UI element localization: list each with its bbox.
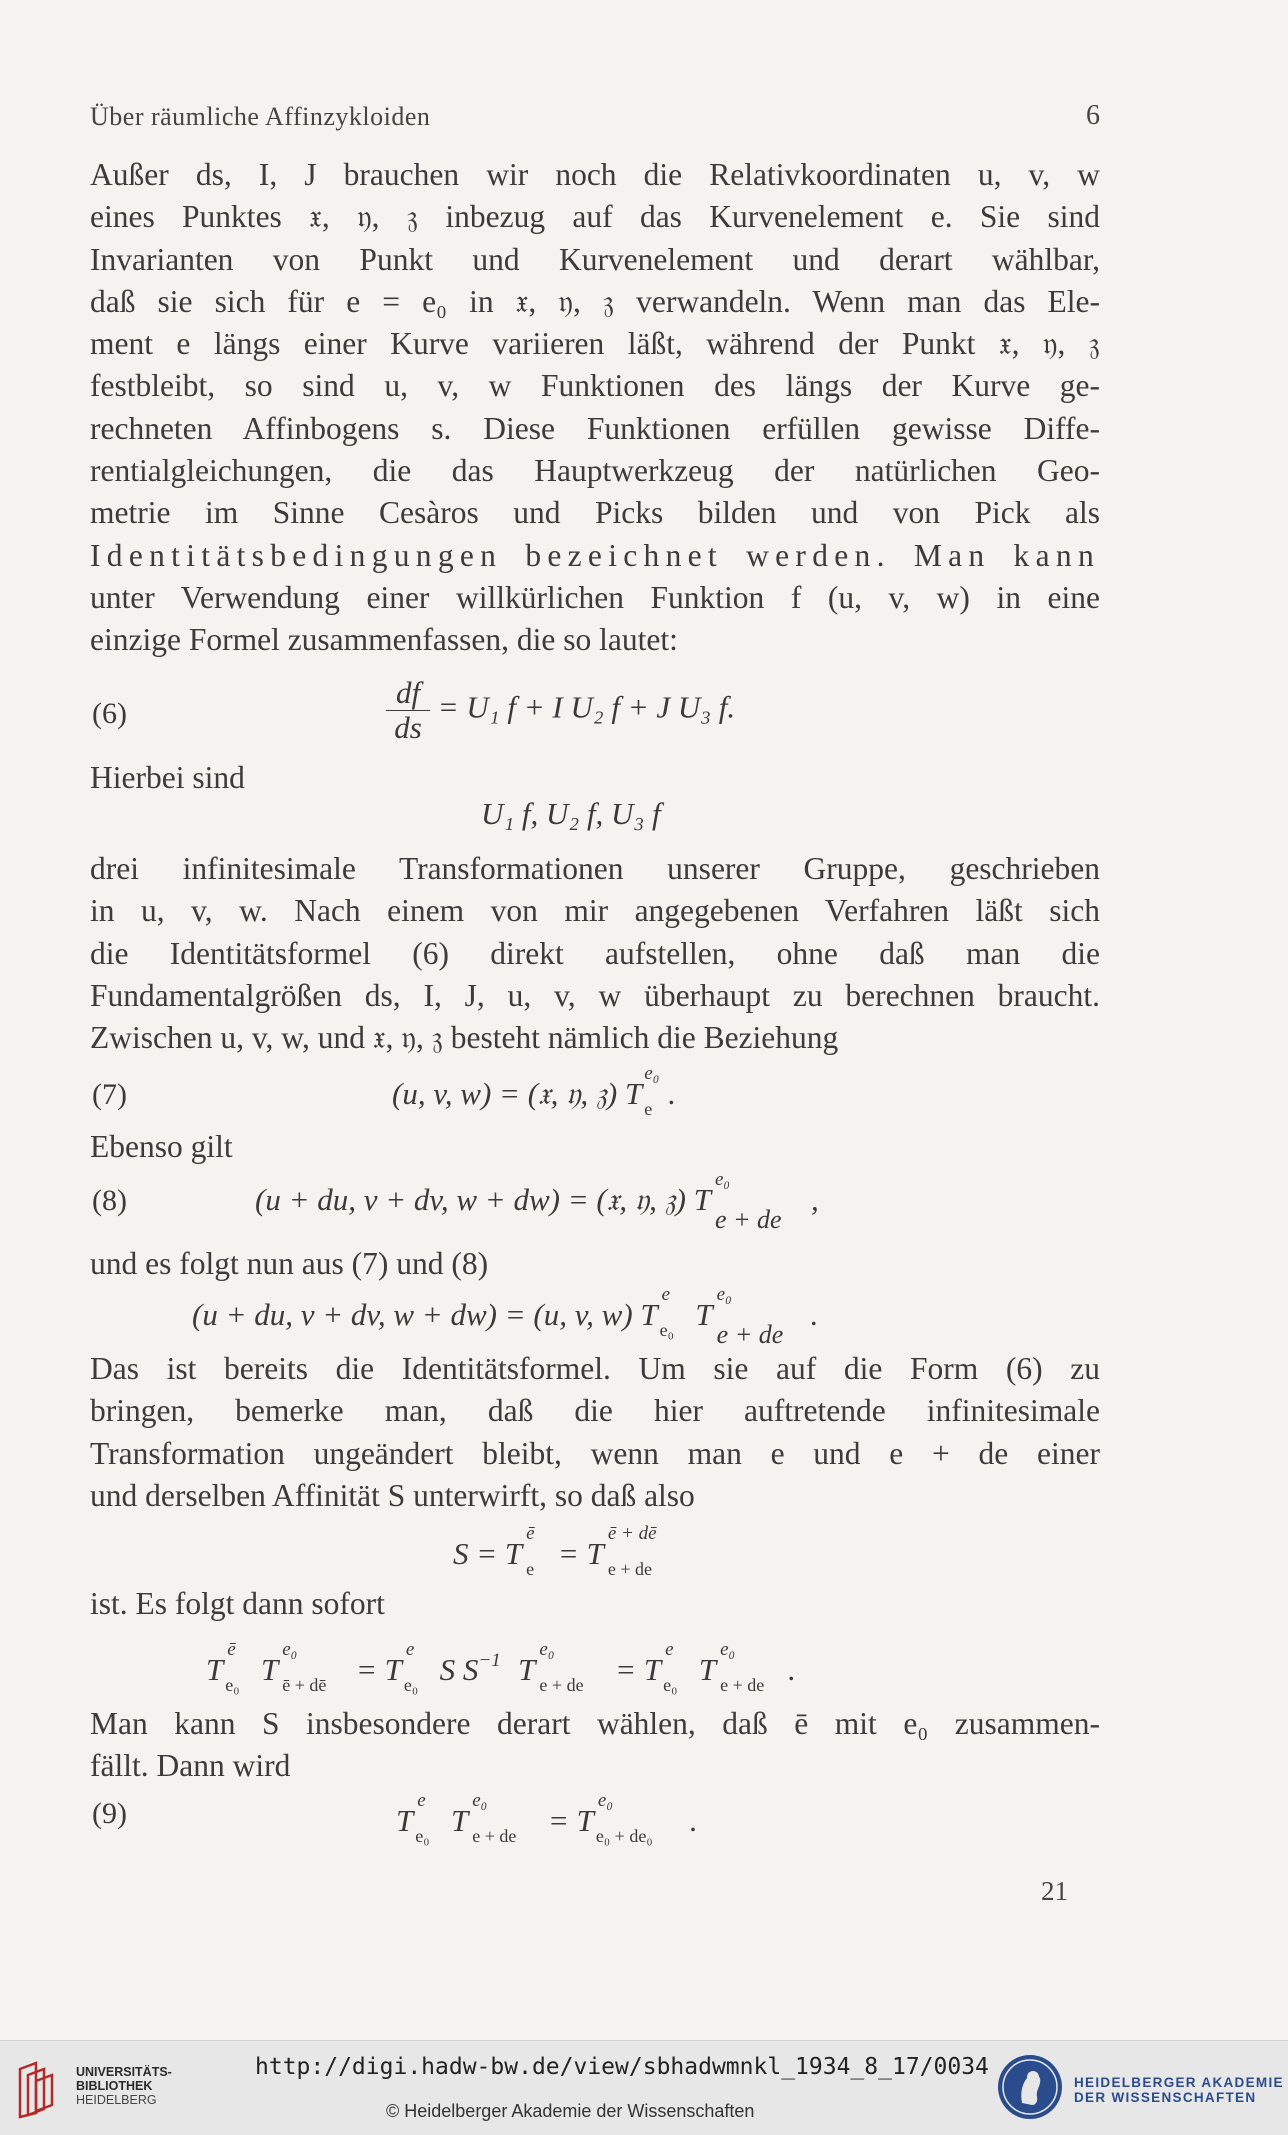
library-line: UNIVERSITÄTS- bbox=[76, 2065, 172, 2079]
text-line: Ebenso gilt bbox=[90, 1129, 233, 1164]
equation-9-label: (9) bbox=[92, 1797, 127, 1830]
eqt-sup: e₀ bbox=[282, 1638, 298, 1660]
ebenso-line bbox=[90, 1126, 1100, 1168]
eq9-sub: e₀ bbox=[415, 1825, 430, 1846]
equation-combined bbox=[192, 1283, 819, 1349]
hierbei-line bbox=[90, 757, 1100, 799]
eq8-subscript: e + de bbox=[714, 1204, 782, 1234]
text-line: Invarianten von Punkt und Kurvenelement und derart wählbar, bbox=[90, 241, 1100, 277]
eqc-lhs: (u + du, v + dv, w + dw) = (u, v, w) T bbox=[192, 1297, 658, 1332]
academy-line: DER WISSENSCHAFTEN bbox=[1074, 2090, 1257, 2105]
eqc-mid: T bbox=[687, 1297, 713, 1332]
eq6-rhs: = U₁ f + I U₂ f + J U₃ f. bbox=[437, 689, 736, 725]
eqs-superscript-1: ē bbox=[526, 1522, 535, 1544]
paragraph-2 bbox=[90, 848, 1100, 1059]
eqt-sub: e₀ bbox=[403, 1674, 419, 1695]
eqt-sub: e + de bbox=[539, 1674, 584, 1695]
eqt-part: T bbox=[691, 1652, 717, 1687]
equation-9 bbox=[396, 1789, 698, 1846]
text-line: Fundamentalgrößen ds, I, J, u, v, w überhaupt zu berechnen braucht. bbox=[90, 977, 1100, 1013]
operators-formula: U₁ f, U₂ f, U₃ f bbox=[481, 796, 661, 831]
eqs-lhs: S = T bbox=[453, 1536, 523, 1571]
equation-T bbox=[206, 1638, 796, 1695]
eq9-sup: e₀ bbox=[472, 1789, 488, 1811]
text-line: die Identitätsformel (6) direkt aufstellen, ohne daß man die bbox=[90, 935, 1100, 971]
eqt-sup: −1 bbox=[478, 1650, 501, 1671]
eqt-sup: e₀ bbox=[720, 1638, 736, 1660]
eqc-subscript-1: e₀ bbox=[659, 1319, 674, 1340]
eq7-tail: . bbox=[668, 1076, 677, 1111]
eqs-subscript-1: e bbox=[526, 1558, 535, 1579]
text-line: daß sie sich für e = e₀ in 𝔵, 𝔶, 𝔷 verwandeln. Wenn man das Ele- bbox=[90, 283, 1100, 319]
text-line: Transformation ungeändert bleibt, wenn man e und e + de einer bbox=[90, 1435, 1100, 1471]
eqt-part: . bbox=[788, 1652, 796, 1687]
permalink-url[interactable]: http://digi.hadw-bw.de/view/sbhadwmnkl_1934_8_17/0034 bbox=[255, 2054, 989, 2080]
paragraph-1 bbox=[90, 154, 1100, 662]
copyright-notice: © Heidelberger Akademie der Wissenschaften bbox=[386, 2101, 755, 2121]
library-line: BIBLIOTHEK bbox=[76, 2079, 153, 2093]
eq7-subscript: e bbox=[644, 1098, 653, 1119]
eq8-superscript: e₀ bbox=[714, 1168, 730, 1190]
eq9-part: . bbox=[689, 1803, 698, 1838]
equation-7-label: (7) bbox=[92, 1078, 127, 1111]
university-library-name bbox=[76, 2065, 172, 2107]
text-line: Man kann S insbesondere derart wählen, daß ē mit e₀ zusammen- bbox=[90, 1706, 1100, 1741]
text-line: Das ist bereits die Identitätsformel. Um sie auf die Form (6) zu bbox=[90, 1351, 1100, 1386]
equation-6-label: (6) bbox=[92, 697, 127, 730]
running-header-title: Über räumliche Affinzykloiden bbox=[90, 102, 431, 131]
eqt-part: T bbox=[510, 1652, 536, 1687]
eq9-part: T bbox=[396, 1803, 414, 1838]
paragraph-3 bbox=[90, 1348, 1100, 1517]
eqt-part: = T bbox=[348, 1652, 402, 1687]
eqt-sub: e₀ bbox=[663, 1674, 678, 1695]
viewer-footer bbox=[0, 2040, 1288, 2135]
text-line: fällt. Dann wird bbox=[90, 1748, 291, 1784]
eqt-sup: e bbox=[665, 1638, 674, 1660]
eq7-superscript: e₀ bbox=[644, 1062, 660, 1084]
eqs-superscript-2: ē + dē bbox=[607, 1522, 657, 1544]
eqt-sub: e + de bbox=[720, 1674, 765, 1695]
eqt-sup: e₀ bbox=[539, 1638, 555, 1660]
text-line: ist. Es folgt dann sofort bbox=[90, 1586, 385, 1621]
eq9-sup: e₀ bbox=[597, 1789, 613, 1811]
eqs-mid: = T bbox=[550, 1536, 604, 1571]
text-line: drei infinitesimale Transformationen unserer Gruppe, geschrieben bbox=[90, 851, 1100, 886]
ist-line bbox=[90, 1583, 1100, 1625]
eq7-lhs: (u, v, w) = (𝔵, 𝔶, 𝔷) T bbox=[392, 1076, 643, 1111]
equation-S bbox=[453, 1522, 688, 1579]
eqt-sup: e bbox=[405, 1638, 415, 1660]
academy-name bbox=[1074, 2075, 1284, 2105]
text-line: ment e längs einer Kurve variieren läßt, während der Punkt 𝔵, 𝔶, 𝔷 bbox=[90, 326, 1100, 362]
eqt-part: S S bbox=[431, 1652, 479, 1687]
eqt-part: T bbox=[253, 1652, 279, 1687]
footer-page-number: 21 bbox=[1041, 1876, 1068, 1906]
eqt-part: T bbox=[206, 1652, 224, 1687]
eqt-sub: e₀ bbox=[225, 1674, 240, 1695]
eq8-lhs: (u + du, v + dv, w + dw) = (𝔵, 𝔶, 𝔷) T bbox=[255, 1182, 711, 1217]
equation-8 bbox=[255, 1168, 819, 1234]
folgt-line bbox=[90, 1243, 1100, 1285]
eq9-part: T bbox=[443, 1803, 469, 1838]
eq8-tail: , bbox=[810, 1182, 819, 1217]
eqs-subscript-2: e + de bbox=[607, 1558, 652, 1579]
text-line: metrie im Sinne Cesàros und Picks bilden und von Pick als bbox=[90, 495, 1100, 531]
text-line: in u, v, w. Nach einem von mir angegebenen Verfahren läßt sich bbox=[90, 893, 1100, 929]
eqt-sub: ē + dē bbox=[282, 1674, 327, 1695]
text-line: rechneten Affinbogens s. Diese Funktionen erfüllen gewisse Diffe- bbox=[90, 410, 1100, 446]
eq9-part: = T bbox=[540, 1803, 594, 1838]
eqc-tail: . bbox=[810, 1297, 819, 1332]
equation-8-label: (8) bbox=[92, 1184, 127, 1217]
text-line: einzige Formel zusammenfassen, die so lautet: bbox=[90, 622, 678, 658]
academy-line: HEIDELBERGER AKADEMIE bbox=[1074, 2075, 1284, 2090]
text-line: eines Punktes 𝔵, 𝔶, 𝔷 inbezug auf das Kurvenelement e. Sie sind bbox=[90, 199, 1100, 235]
eqt-sup: ē bbox=[227, 1638, 236, 1660]
text-line: und es folgt nun aus (7) und (8) bbox=[90, 1246, 489, 1281]
eq6-denominator: ds bbox=[394, 710, 422, 745]
text-line: Zwischen u, v, w, und 𝔵, 𝔶, 𝔷 besteht nämlich die Beziehung bbox=[90, 1020, 839, 1056]
text-line: bringen, bemerke man, daß die hier auftretende infinitesimale bbox=[90, 1393, 1100, 1429]
text-line: festbleibt, so sind u, v, w Funktionen des längs der Kurve ge- bbox=[90, 368, 1100, 404]
eq9-sub: e + de bbox=[472, 1825, 517, 1846]
eq6-numerator: df bbox=[386, 676, 430, 711]
eqc-superscript-2: e₀ bbox=[716, 1283, 732, 1305]
text-line: unter Verwendung einer willkürlichen Funktion f (u, v, w) in eine bbox=[90, 579, 1100, 615]
text-line: Identitätsbedingungen bezeichnet werden. Man kann bbox=[90, 537, 1100, 573]
running-header-page-number: 6 bbox=[1086, 100, 1100, 131]
eq9-sub: e₀ + de₀ bbox=[595, 1825, 653, 1846]
text-line: Außer ds, I, J brauchen wir noch die Relativkoordinaten u, v, w bbox=[90, 157, 1100, 192]
academy-seal-icon bbox=[996, 2053, 1064, 2121]
eqc-subscript-2: e + de bbox=[716, 1319, 784, 1349]
library-line: HEIDELBERG bbox=[76, 2093, 157, 2107]
text-line: Hierbei sind bbox=[90, 760, 245, 795]
eqt-part: = T bbox=[607, 1652, 662, 1687]
eqc-superscript-1: e bbox=[661, 1283, 671, 1305]
eq9-sup: e bbox=[417, 1789, 426, 1811]
equation-7 bbox=[392, 1062, 677, 1119]
text-line: und derselben Affinität S unterwirft, so daß also bbox=[90, 1477, 695, 1513]
university-library-logo-icon bbox=[14, 2059, 70, 2119]
paragraph-4 bbox=[90, 1703, 1100, 1788]
text-line: rentialgleichungen, die das Hauptwerkzeug der natürlichen Geo- bbox=[90, 453, 1100, 489]
equation-6 bbox=[386, 676, 735, 745]
